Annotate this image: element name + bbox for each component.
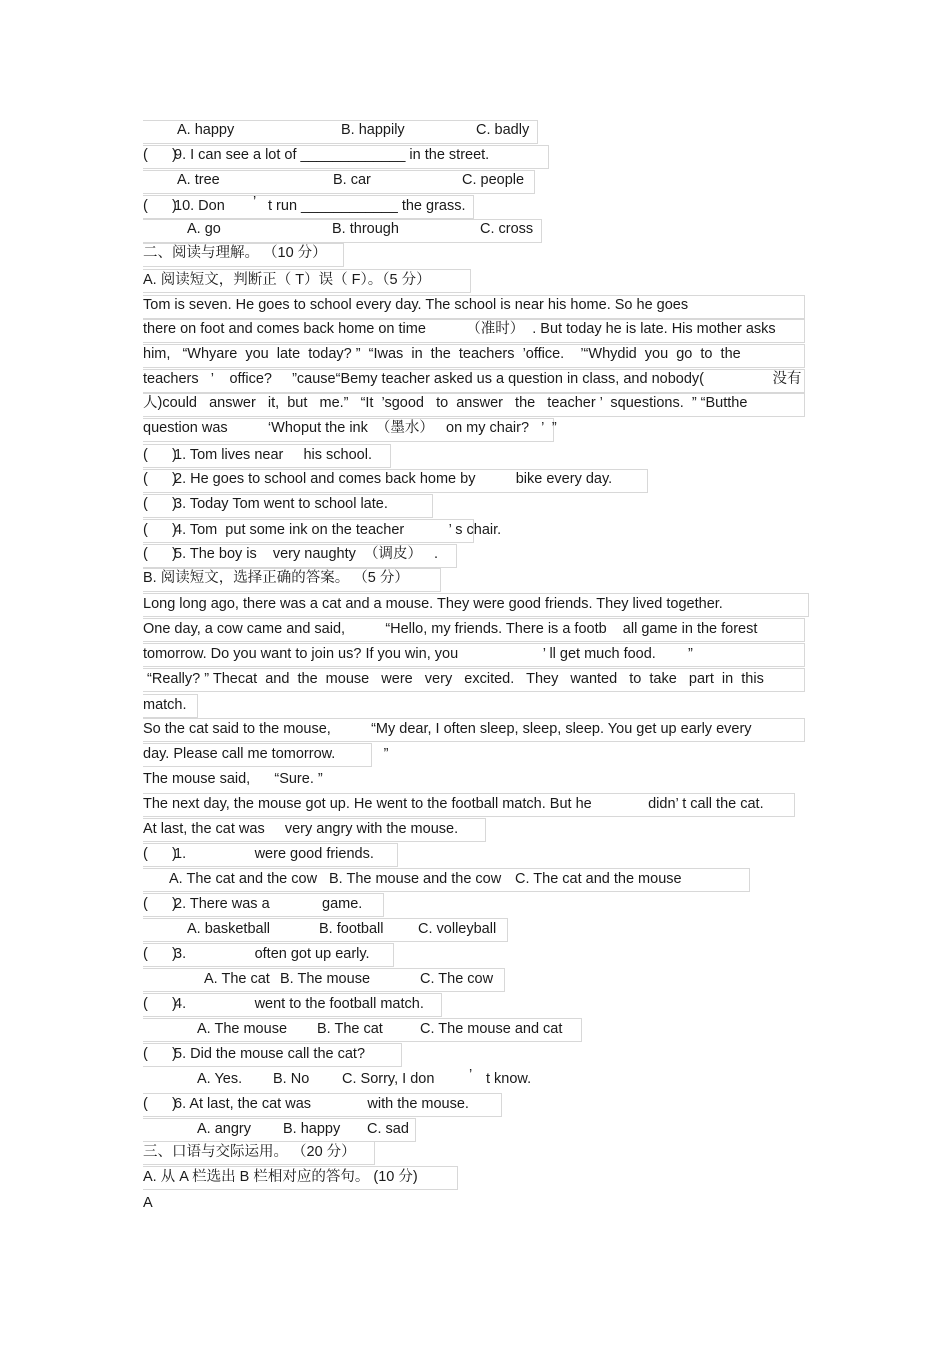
q8-option-c: C. badly [476, 122, 530, 138]
option-c: C. Sorry, I don [342, 1071, 435, 1087]
option-b: B. No [273, 1071, 310, 1087]
section2-part-a-title: A. 阅读短文，判断正（ T）误（ F）。（5 分） [143, 272, 431, 288]
q10-stem-b: t run ____________ the grass. [268, 198, 466, 214]
q9-option-a: A. tree [177, 172, 220, 188]
passage-b-line: match. [143, 697, 187, 713]
answer-paren: ( ) [143, 846, 177, 862]
question-stem: 4. went to the football match. [174, 996, 424, 1012]
answer-paren: ( ) [143, 147, 177, 163]
statement: 3. Today Tom went to school late. [174, 496, 388, 512]
answer-paren: ( ) [143, 471, 177, 487]
passage-a-line: him, “Whyare you late today? ” “Iwas in the teachers ’office. ’“Whydid you go to the [143, 346, 741, 362]
option-a: A. Yes. [197, 1071, 243, 1087]
apostrophe: ’ [469, 1067, 473, 1083]
option-a: A. The cat [204, 971, 270, 987]
passage-b-line: tomorrow. Do you want to join us? If you win, you ’ ll get much food. ” [143, 646, 693, 662]
option-b: B. The cat [317, 1021, 383, 1037]
statement: 1. Tom lives near his school. [174, 447, 372, 463]
answer-paren: ( ) [143, 522, 177, 538]
section3-title: 三、口语与交际运用。 （20 分） [143, 1144, 356, 1160]
section2-part-b-title: B. 阅读短文，选择正确的答案。 （5 分） [143, 570, 409, 586]
q9-option-b: B. car [333, 172, 371, 188]
answer-paren: ( ) [143, 946, 177, 962]
section2-title: 二、阅读与理解。 （10 分） [143, 245, 327, 261]
answer-paren: ( ) [143, 1046, 177, 1062]
apostrophe: ’ [253, 194, 257, 210]
option-a: A. basketball [187, 921, 271, 937]
option-a: A. angry [197, 1121, 251, 1137]
option-c-tail: t know. [486, 1071, 532, 1087]
option-b: B. The mouse and the cow [329, 871, 502, 887]
option-b: B. football [319, 921, 384, 937]
passage-b-line: One day, a cow came and said, “Hello, my friends. There is a footb all game in the forest [143, 621, 758, 637]
statement: 2. He goes to school and comes back home by bike every day. [174, 471, 613, 487]
q10-option-c: C. cross [480, 221, 534, 237]
answer-paren: ( ) [143, 896, 177, 912]
option-c: C. sad [367, 1121, 409, 1137]
question-stem: 5. Did the mouse call the cat? [174, 1046, 366, 1062]
passage-b-line: “Really? ” Thecat and the mouse were very excited. They wanted to take part in this [143, 671, 764, 687]
answer-paren: ( ) [143, 996, 177, 1012]
option-c: C. The cow [420, 971, 494, 987]
passage-b-line: At last, the cat was very angry with the mouse. [143, 821, 459, 837]
section3-part-a-title: A. 从 A 栏选出 B 栏相对应的答句。 (10 分) [143, 1169, 418, 1185]
passage-b-line: Long long ago, there was a cat and a mouse. They were good friends. They lived together. [143, 596, 723, 612]
option-c: C. volleyball [418, 921, 497, 937]
passage-a-line: question was ‘Whoput the ink （墨水） on my chair? ’ ” [143, 420, 557, 436]
answer-paren: ( ) [143, 1096, 177, 1112]
option-c: C. The cat and the mouse [515, 871, 682, 887]
answer-paren: ( ) [143, 198, 177, 214]
passage-a-line: 人)could answer it, but me.” “It ’sgood to answer the teacher ’ squestions. ” “Butthe [143, 395, 748, 411]
question-stem: 2. There was a game. [174, 896, 363, 912]
statement: 4. Tom put some ink on the teacher ’ s chair. [174, 522, 502, 538]
passage-b-line: So the cat said to the mouse, “My dear, I often sleep, sleep, sleep. You get up early every [143, 721, 752, 737]
option-c: C. The mouse and cat [420, 1021, 563, 1037]
answer-paren: ( ) [143, 546, 177, 562]
question-stem: 6. At last, the cat was with the mouse. [174, 1096, 469, 1112]
q10-option-a: A. go [187, 221, 221, 237]
option-a: A. The cat and the cow [169, 871, 318, 887]
passage-b-line: The mouse said, “Sure. ” [143, 771, 323, 787]
passage-a-line: there on foot and comes back home on time （准时） . But today he is late. His mother asks [143, 321, 776, 337]
q8-option-b: B. happily [341, 122, 405, 138]
q10-stem-a: 10. Don [174, 198, 225, 214]
answer-paren: ( ) [143, 496, 177, 512]
option-a: A. The mouse [197, 1021, 288, 1037]
statement: 5. The boy is very naughty （调皮） . [174, 546, 439, 562]
q8-option-a: A. happy [177, 122, 235, 138]
passage-a-line: Tom is seven. He goes to school every day. The school is near his home. So he goes [143, 297, 689, 313]
q10-option-b: B. through [332, 221, 399, 237]
question-stem: 3. often got up early. [174, 946, 370, 962]
answer-paren: ( ) [143, 447, 177, 463]
question-stem: 1. were good friends. [174, 846, 374, 862]
option-b: B. happy [283, 1121, 341, 1137]
option-b: B. The mouse [280, 971, 371, 987]
passage-a-line: teachers ’ office? ”cause“Bemy teacher asked us a question in class, and nobody( 没有 [143, 371, 802, 387]
q9-stem: 9. I can see a lot of _____________ in the street. [174, 147, 490, 163]
q9-option-c: C. people [462, 172, 525, 188]
passage-b-line: The next day, the mouse got up. He went to the football match. But he didn’ t call the cat. [143, 796, 764, 812]
passage-b-line: day. Please call me tomorrow. ” [143, 746, 389, 762]
column-a-label: A [143, 1195, 153, 1211]
